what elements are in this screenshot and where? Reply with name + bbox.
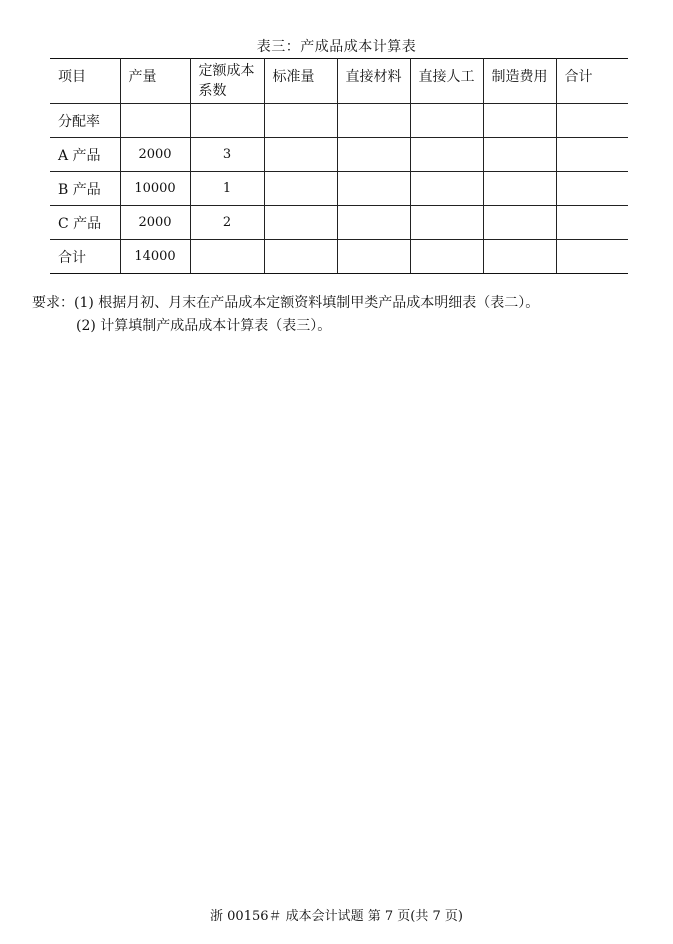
header-direct-materials: 直接材料 xyxy=(337,59,410,104)
cell-coefficient: 3 xyxy=(190,138,264,172)
cell-empty xyxy=(410,138,483,172)
cell-empty xyxy=(410,206,483,240)
cell-output xyxy=(120,104,190,138)
header-row xyxy=(50,59,628,104)
cell-empty xyxy=(556,104,628,138)
cell-empty xyxy=(483,206,556,240)
cell-empty xyxy=(483,104,556,138)
header-standard-quantity: 标准量 xyxy=(264,59,337,104)
row-label: C 产品 xyxy=(50,206,120,240)
cell-empty xyxy=(337,138,410,172)
cell-empty xyxy=(410,172,483,206)
cell-output: 14000 xyxy=(120,240,190,274)
table-row xyxy=(50,206,628,240)
cell-empty xyxy=(410,104,483,138)
row-label: 分配率 xyxy=(50,104,120,138)
table-row xyxy=(50,172,628,206)
table-row xyxy=(50,240,628,274)
cell-empty xyxy=(337,240,410,274)
cell-empty xyxy=(337,206,410,240)
row-label: A 产品 xyxy=(50,138,120,172)
row-label: 合计 xyxy=(50,240,120,274)
row-label: B 产品 xyxy=(50,172,120,206)
cell-coefficient xyxy=(190,104,264,138)
cell-coefficient xyxy=(190,240,264,274)
cell-empty xyxy=(410,240,483,274)
cell-empty xyxy=(483,172,556,206)
cell-output: 2000 xyxy=(120,206,190,240)
cell-coefficient: 1 xyxy=(190,172,264,206)
header-direct-labor: 直接人工 xyxy=(410,59,483,104)
cell-empty xyxy=(337,104,410,138)
header-total: 合计 xyxy=(556,59,628,104)
table-title: 表三：产成品成本计算表 xyxy=(256,39,417,55)
cell-empty xyxy=(483,138,556,172)
requirement-1: 要求：(1) 根据月初、月末在产品成本定额资料填制甲类产品成本明细表（表二）。 xyxy=(32,295,540,311)
requirement-2: (2) 计算填制产成品成本计算表（表三）。 xyxy=(76,318,332,334)
cell-coefficient: 2 xyxy=(190,206,264,240)
cell-empty xyxy=(337,172,410,206)
header-output: 产量 xyxy=(120,59,190,104)
table-row xyxy=(50,104,628,138)
cell-empty xyxy=(264,206,337,240)
cell-empty xyxy=(264,172,337,206)
cell-empty xyxy=(556,240,628,274)
header-manufacturing-overhead: 制造费用 xyxy=(483,59,556,104)
cell-empty xyxy=(264,104,337,138)
header-item: 项目 xyxy=(50,59,120,104)
cell-empty xyxy=(264,138,337,172)
header-quota-coefficient: 定额成本系数 xyxy=(190,59,264,104)
cell-empty xyxy=(556,206,628,240)
table-row xyxy=(50,138,628,172)
cell-empty xyxy=(556,138,628,172)
page-footer: 浙 00156＃ 成本会计试题 第 7 页(共 7 页) xyxy=(210,909,463,924)
cell-output: 2000 xyxy=(120,138,190,172)
cell-empty xyxy=(556,172,628,206)
cell-output: 10000 xyxy=(120,172,190,206)
cell-empty xyxy=(483,240,556,274)
requirements xyxy=(32,292,539,338)
cell-empty xyxy=(264,240,337,274)
cost-table xyxy=(50,58,628,274)
